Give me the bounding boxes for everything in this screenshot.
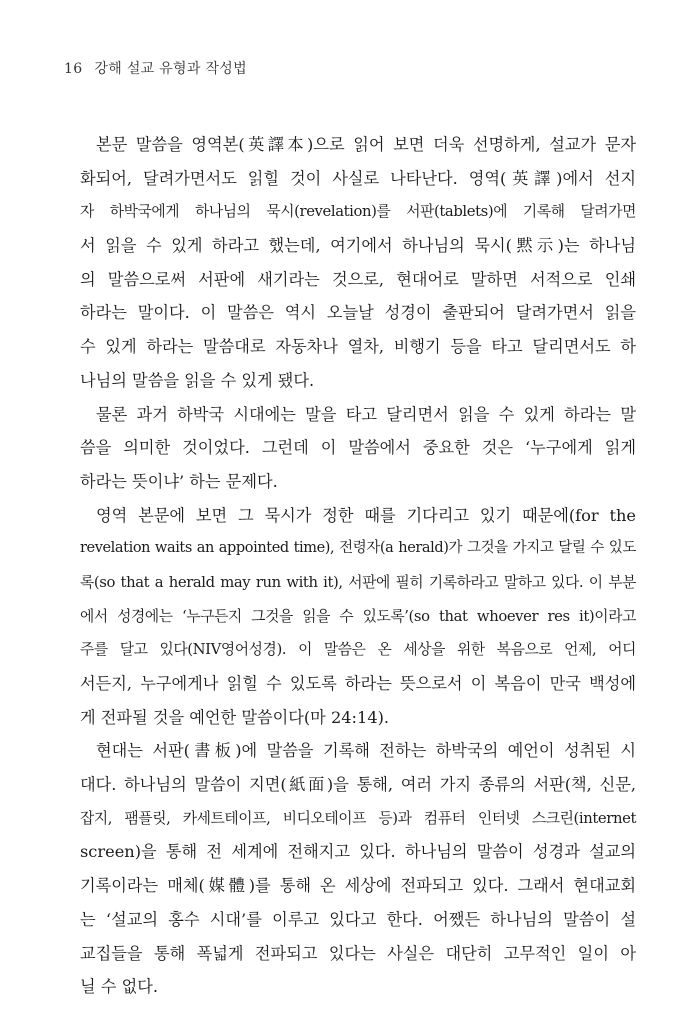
body-text — [80, 128, 636, 1004]
text-line: 화되어, 달려가면서도 읽힐 것이 사실로 나타난다. 영역(英譯)에서 선지 — [80, 168, 636, 188]
text-line: 영역 본문에 보면 그 묵시가 정한 때를 기다리고 있기 때문에(for the — [96, 505, 636, 525]
text-line: 교집들을 통해 폭넓게 전파되고 있다는 사실은 대단히 고무적인 일이 아 — [80, 943, 636, 963]
text-line: 수 있게 하라는 말씀대로 자동차나 열차, 비행기 등을 타고 달리면서도 하 — [80, 337, 636, 357]
text-line: 기록이라는 매체(媒體)를 통해 온 세상에 전파되고 있다. 그래서 현대교회 — [80, 876, 636, 896]
chapter-title: 강해 설교 유형과 작성법 — [94, 61, 247, 77]
text-line: 게 전파될 것을 예언한 말씀이다(마 24:14). — [80, 707, 390, 727]
text-line: 물론 과거 하박국 시대에는 말을 타고 달리면서 읽을 수 있게 하라는 말 — [96, 404, 636, 424]
running-head — [64, 58, 247, 78]
text-line: 닐 수 없다. — [80, 977, 158, 997]
text-line: 는 ‘설교의 홍수 시대’를 이루고 있다고 한다. 어쨌든 하나님의 말씀이 설 — [80, 909, 636, 929]
text-line: 잡지, 팸플릿, 카세트테이프, 비디오테이프 등)과 컴퓨터 인터넷 스크린(internet — [80, 809, 636, 827]
text-line: 에서 성경에는 ‘누구든지 그것을 읽을 수 있도록’(so that whoever res it)이라고 — [80, 607, 636, 625]
text-line: 하라는 뜻이냐’ 하는 문제다. — [80, 471, 278, 491]
page-number: 16 — [64, 61, 83, 77]
text-line: 대다. 하나님의 말씀이 지면(紙面)을 통해, 여러 가지 종류의 서판(책, 신문, — [80, 775, 636, 795]
text-line: revelation waits an appointed time), 전령자(a herald)가 그것을 가지고 달릴 수 있도 — [80, 540, 636, 557]
text-line: 본문 말씀을 영역본(英譯本)으로 읽어 보면 더욱 선명하게, 설교가 문자 — [96, 135, 636, 154]
text-line: 의 말씀으로써 서판에 새기라는 것으로, 현대어로 말하면 서적으로 인쇄 — [80, 269, 636, 289]
text-line: 자 하박국에게 하나님의 묵시(revelation)를 서판(tablets)에 기록해 달려가면 — [80, 203, 636, 221]
text-line: 하라는 말이다. 이 말씀은 역시 오늘날 성경이 출판되어 달려가면서 읽을 — [80, 303, 636, 323]
text-line: 주를 달고 있다(NIV영어성경). 이 말씀은 온 세상을 위한 복음으로 언제, 어디 — [80, 641, 636, 659]
text-line: 씀을 의미한 것이었다. 그런데 이 말씀에서 중요한 것은 ‘누구에게 읽게 — [80, 438, 636, 458]
text-line: 서든지, 누구에게나 읽힐 수 있도록 하라는 뜻으로서 이 복음이 만국 백성에 — [80, 674, 636, 693]
text-line: 서 읽을 수 있게 하라고 했는데, 여기에서 하나님의 묵시(黙示)는 하나님 — [80, 236, 636, 256]
text-line: 나님의 말씀을 읽을 수 있게 됐다. — [80, 370, 315, 390]
text-line: 현대는 서판(書板)에 말씀을 기록해 전하는 하박국의 예언이 성취된 시 — [96, 741, 636, 761]
text-line: screen)을 통해 전 세계에 전해지고 있다. 하나님의 말씀이 성경과 설교의 — [80, 842, 636, 862]
text-line: 록(so that a herald may run with it), 서판에 필히 기록하라고 말하고 있다. 이 부분 — [80, 573, 636, 591]
